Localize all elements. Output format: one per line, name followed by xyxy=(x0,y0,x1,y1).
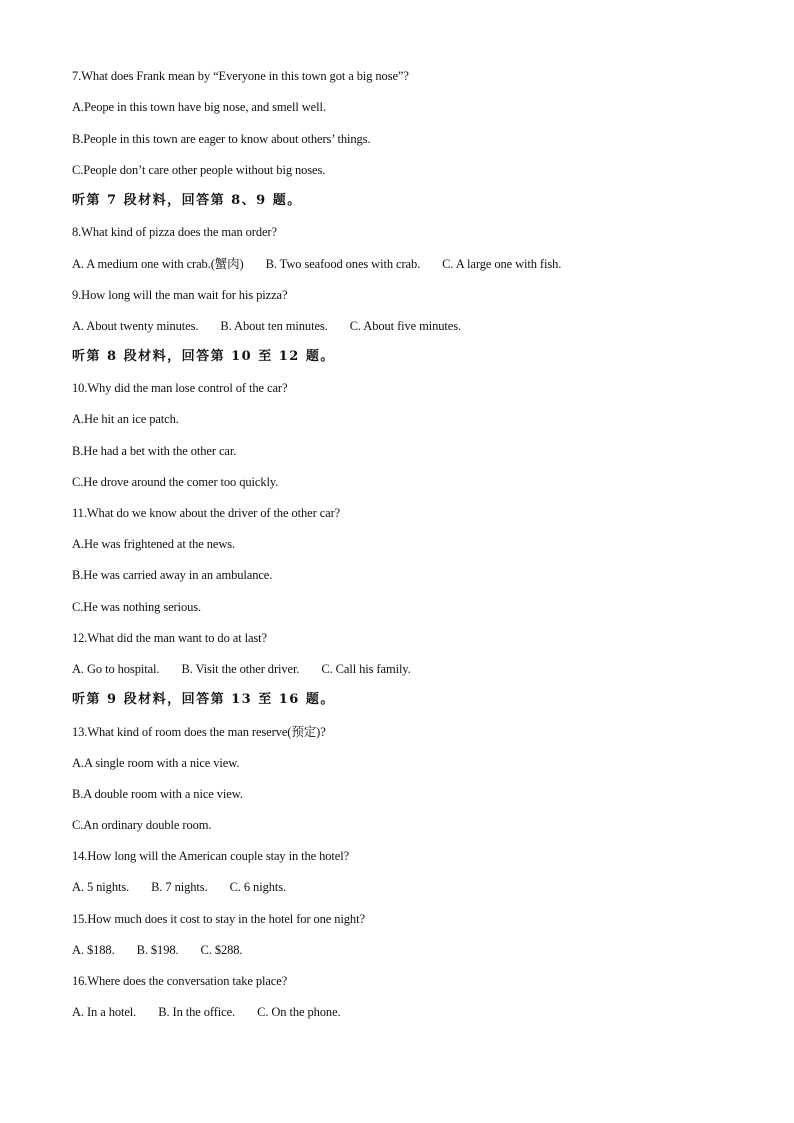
question-16-stem: 16.Where does the conversation take place? xyxy=(72,974,288,988)
question-13-option-a: A.A single room with a nice view. xyxy=(72,756,240,770)
question-13-stem: 13.What kind of room does the man reserve(预定)? xyxy=(72,725,326,739)
question-10-option-b: B.He had a bet with the other car. xyxy=(72,444,237,458)
question-11-option-b: B.He was carried away in an ambulance. xyxy=(72,568,273,582)
question-7-option-a: A.Peope in this town have big nose, and smell well. xyxy=(72,100,326,114)
question-15-options xyxy=(72,942,242,958)
question-11-stem: 11.What do we know about the driver of the other car? xyxy=(72,506,341,520)
question-12-option-c: C. Call his family. xyxy=(321,662,411,676)
question-14-stem: 14.How long will the American couple stay in the hotel? xyxy=(72,849,350,863)
question-11-option-c: C.He was nothing serious. xyxy=(72,600,202,614)
question-16-option-b: B. In the office. xyxy=(158,1005,236,1019)
question-9-option-c: C. About five minutes. xyxy=(349,319,462,333)
question-11-option-a: A.He was frightened at the news. xyxy=(72,537,236,551)
section-7-heading: 听第 7 段材料，回答第 8、9 题。 xyxy=(72,193,302,208)
question-12-options xyxy=(72,661,411,677)
question-9-stem: 9.How long will the man wait for his pizza? xyxy=(72,288,288,302)
question-14-options xyxy=(72,879,286,895)
question-7-stem: 7.What does Frank mean by “Everyone in this town got a big nose”? xyxy=(72,69,409,83)
question-13-option-b: B.A double room with a nice view. xyxy=(72,787,243,801)
question-12-option-a: A. Go to hospital. xyxy=(72,662,160,676)
question-8-options xyxy=(72,256,561,272)
question-14-option-c: C. 6 nights. xyxy=(229,880,287,894)
section-9-heading: 听第 9 段材料，回答第 13 至 16 题。 xyxy=(72,692,335,707)
question-15-stem: 15.How much does it cost to stay in the hotel for one night? xyxy=(72,912,365,926)
question-10-option-a: A.He hit an ice patch. xyxy=(72,412,179,426)
question-15-option-b: B. $198. xyxy=(136,943,179,957)
question-9-options xyxy=(72,318,461,334)
question-8-option-c: C. A large one with fish. xyxy=(442,257,562,271)
question-10-option-c: C.He drove around the comer too quickly. xyxy=(72,475,279,489)
question-10-stem: 10.Why did the man lose control of the car? xyxy=(72,381,288,395)
question-13-option-c: C.An ordinary double room. xyxy=(72,818,212,832)
question-16-options xyxy=(72,1004,341,1020)
question-12-option-b: B. Visit the other driver. xyxy=(181,662,300,676)
question-7-option-b: B.People in this town are eager to know about others’ things. xyxy=(72,132,371,146)
question-8-option-b: B. Two seafood ones with crab. xyxy=(265,257,421,271)
section-8-heading: 听第 8 段材料，回答第 10 至 12 题。 xyxy=(72,349,335,364)
question-7-option-c: C.People don’t care other people without big noses. xyxy=(72,163,326,177)
question-14-option-b: B. 7 nights. xyxy=(151,880,208,894)
question-8-option-a: A. A medium one with crab.(蟹肉) xyxy=(72,257,244,271)
question-15-option-c: C. $288. xyxy=(200,943,243,957)
question-15-option-a: A. $188. xyxy=(72,943,115,957)
question-14-option-a: A. 5 nights. xyxy=(72,880,130,894)
question-9-option-a: A. About twenty minutes. xyxy=(72,319,199,333)
question-16-option-c: C. On the phone. xyxy=(257,1005,341,1019)
question-8-stem: 8.What kind of pizza does the man order? xyxy=(72,225,277,239)
question-9-option-b: B. About ten minutes. xyxy=(220,319,328,333)
question-16-option-a: A. In a hotel. xyxy=(72,1005,137,1019)
question-12-stem: 12.What did the man want to do at last? xyxy=(72,631,268,645)
